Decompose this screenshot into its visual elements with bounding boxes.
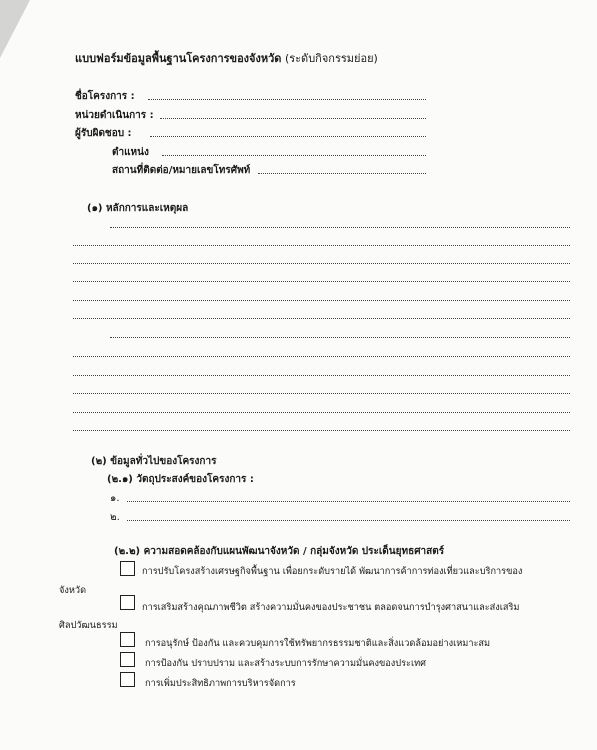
section1-line[interactable] [110, 227, 570, 228]
agency-label: หน่วยดำเนินการ : [75, 110, 154, 121]
strategy-4-checkbox[interactable] [120, 652, 135, 667]
section2-heading: (๒) ข้อมูลทั่วไปของโครงการ [91, 456, 217, 467]
alignment-heading: (๒.๒) ความสอดคล้องกับแผนพัฒนาจังหวัด / กลุ่มจังหวัด ประเด็นยุทธศาสตร์ [114, 546, 445, 557]
responsible-label: ผู้รับผิดชอบ : [75, 128, 132, 139]
objective-2-field[interactable] [127, 520, 570, 521]
strategy-1-label: การปรับโครงสร้างเศรษฐกิจพื้นฐาน เพื่อยกระดับรายได้ พัฒนาการค้าการท่องเที่ยวและบริการของ [142, 566, 523, 577]
strategy-1-label-cont: จังหวัด [59, 585, 87, 596]
section1-heading: (๑) หลักการและเหตุผล [87, 203, 189, 214]
strategy-1-checkbox[interactable] [120, 561, 135, 576]
strategy-2-label-cont: ศิลปวัฒนธรรม [59, 620, 118, 631]
agency-field[interactable] [160, 118, 426, 119]
objective-number: ๒. [110, 512, 120, 523]
objective-1-field[interactable] [127, 501, 570, 502]
strategy-5-label: การเพิ่มประสิทธิภาพการบริหารจัดการ [145, 678, 296, 689]
section1-line[interactable] [73, 356, 570, 357]
responsible-field[interactable] [150, 136, 426, 137]
section1-line[interactable] [73, 245, 570, 246]
project-name-label: ชื่อโครงการ : [75, 91, 135, 102]
form-title-suffix: (ระดับกิจกรรมย่อย) [284, 52, 378, 65]
position-label: ตำแหน่ง [112, 147, 149, 158]
section1-line[interactable] [73, 375, 570, 376]
section1-line[interactable] [73, 412, 570, 413]
strategy-2-checkbox[interactable] [120, 595, 135, 610]
section1-line[interactable] [73, 393, 570, 394]
strategy-3-checkbox[interactable] [120, 632, 135, 647]
strategy-3-label: การอนุรักษ์ ป้องกัน และควบคุมการใช้ทรัพยากรธรรมชาติและสิ่งแวดล้อมอย่างเหมาะสม [145, 638, 491, 649]
strategy-4-label: การป้องกัน ปราบปราม และสร้างระบบการรักษาความมั่นคงของประเทศ [145, 658, 426, 669]
strategy-2-label: การเสริมสร้างคุณภาพชีวิต สร้างความมั่นคงของประชาชน ตลอดจนการบำรุงศาสนาและส่งเสริม [142, 602, 520, 613]
project-name-field[interactable] [148, 99, 426, 100]
section1-line[interactable] [73, 281, 570, 282]
section1-line[interactable] [73, 300, 570, 301]
objectives-heading: (๒.๑) วัตถุประสงค์ของโครงการ : [107, 474, 254, 485]
contact-label: สถานที่ติดต่อ/หมายเลขโทรศัพท์ [112, 165, 251, 176]
contact-field[interactable] [258, 173, 426, 174]
position-field[interactable] [162, 155, 426, 156]
section1-line[interactable] [73, 430, 570, 431]
form-title-main: แบบฟอร์มข้อมูลพื้นฐานโครงการของจังหวัด [75, 52, 282, 65]
section1-line[interactable] [73, 263, 570, 264]
section1-line[interactable] [110, 337, 570, 338]
folded-corner [0, 0, 30, 58]
section1-line[interactable] [73, 318, 570, 319]
strategy-5-checkbox[interactable] [120, 672, 135, 687]
form-title [75, 49, 378, 67]
objective-number: ๑. [110, 493, 120, 504]
